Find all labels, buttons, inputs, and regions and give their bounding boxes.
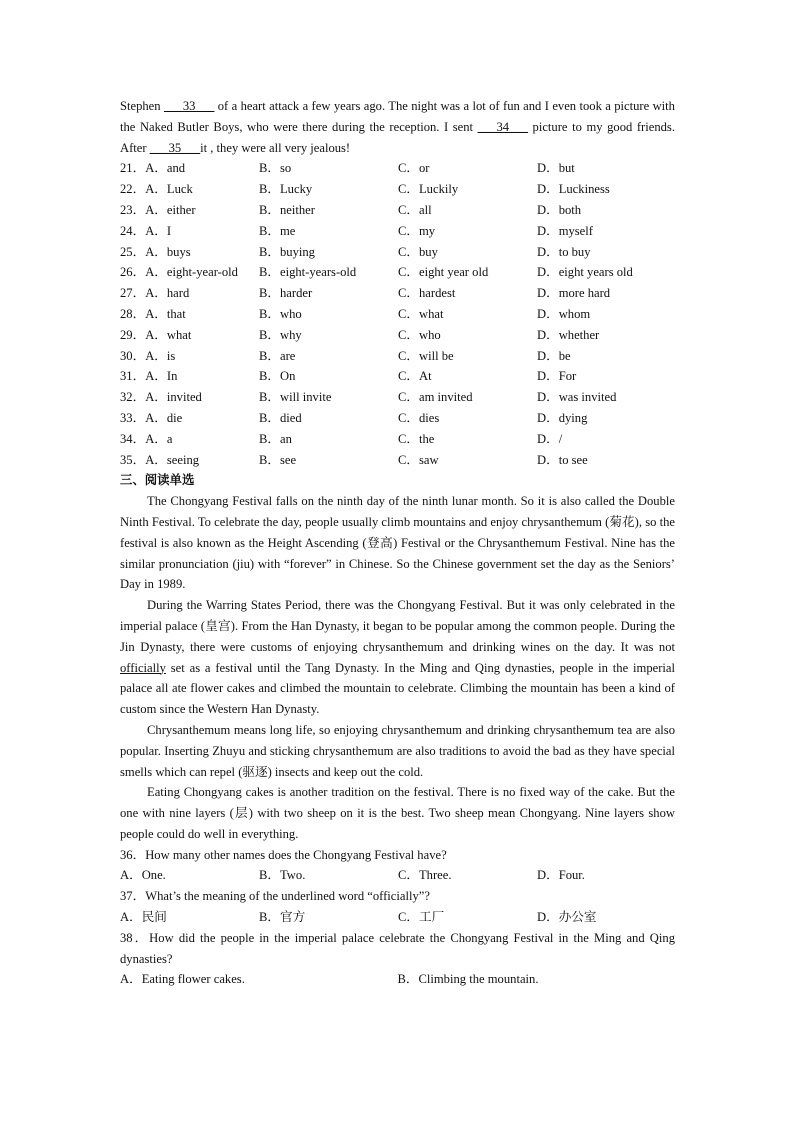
option[interactable]: A．buys — [145, 244, 191, 259]
option[interactable]: D．For — [537, 369, 577, 384]
option[interactable]: B．On — [259, 369, 296, 384]
cloze-option-row — [120, 450, 675, 471]
option[interactable]: B．who — [259, 306, 302, 321]
option[interactable]: D．to see — [537, 452, 588, 467]
option[interactable]: A．invited — [145, 390, 202, 405]
option[interactable]: B．Lucky — [259, 182, 313, 197]
cloze-option-row — [120, 200, 675, 221]
blank-35: ___35___ — [149, 140, 201, 155]
reading-paragraph-3: Chrysanthemum means long life, so enjoying chrysanthemum and drinking chrysanthemum tea are also popular. Inserting Zhuyu and sticking chrysanthemum are also traditions to avoid the bad as they have special smells which can repel (驱逐) insects and keep out the cold. — [120, 722, 675, 779]
cloze-option-row — [120, 429, 675, 450]
option[interactable]: D．whom — [537, 306, 591, 321]
blank-33: ___33___ — [163, 99, 215, 113]
cloze-option-row — [120, 408, 675, 429]
cloze-option-row — [120, 262, 675, 283]
option[interactable]: B．buying — [259, 244, 315, 259]
option[interactable]: B．官方 — [259, 910, 306, 925]
option[interactable]: B．Climbing the mountain. — [397, 972, 539, 987]
option-a-cell — [120, 366, 259, 387]
option[interactable]: A．Eating flower cakes. — [120, 972, 245, 987]
option[interactable]: B．see — [259, 452, 297, 467]
option[interactable]: A．die — [145, 410, 183, 425]
option[interactable]: B．died — [259, 410, 302, 425]
option-a-cell — [120, 429, 259, 450]
option[interactable]: A．that — [145, 306, 186, 321]
option-a-cell — [120, 179, 259, 200]
underlined-word-officially: officially — [120, 660, 166, 675]
option[interactable]: A．either — [145, 202, 196, 217]
question-number: 32． — [120, 390, 146, 405]
cloze-option-row — [120, 158, 675, 179]
option[interactable]: A．民间 — [120, 910, 167, 925]
option[interactable]: C．buy — [398, 244, 438, 259]
option[interactable]: C．the — [398, 431, 435, 446]
cloze-option-row — [120, 221, 675, 242]
document-page — [120, 96, 675, 990]
cloze-option-row — [120, 283, 675, 304]
option[interactable]: D．but — [537, 161, 575, 176]
reading-paragraph-2: During the Warring States Period, there was the Chongyang Festival. But it was only celebrated in the imperial palace (皇宫). From the Han Dynasty, it began to be popular among the common people. During the Jin Dynasty, there were customs of enjoying chrysanthemum and drinking wines on the day. It was not officially set as a festival until the Tang Dynasty. In the Ming and Qing dynasties, people in the imperial palace all ate flower cakes and climbed the mountain to celebrate. Climbing the mountain has been a kind of custom since the Western Han Dynasty. — [120, 598, 675, 717]
question-number: 21． — [120, 161, 146, 176]
question-38: 38．How did the people in the imperial palace celebrate the Chongyang Festival in the Ming and Qing dynasties? — [120, 930, 675, 966]
cloze-option-row — [120, 387, 675, 408]
passage-ending: Stephen ___33___ of a heart attack a few years ago. The night was a lot of fun and I even took a picture with the Naked Butler Boys, who were there during the reception. I sent ___34___ picture to my good friends. After ___35___it , they were all very jealous! — [120, 99, 675, 155]
option[interactable]: D．/ — [537, 431, 563, 446]
option[interactable]: A．eight-year-old — [145, 265, 238, 280]
option[interactable]: A．hard — [145, 286, 190, 301]
option[interactable]: C．or — [398, 161, 430, 176]
option[interactable]: C．will be — [398, 348, 454, 363]
option[interactable]: A．and — [145, 161, 186, 176]
cloze-options-list — [120, 158, 675, 470]
option[interactable]: D．Luckiness — [537, 182, 610, 197]
option[interactable]: A．In — [145, 369, 178, 384]
option[interactable]: C．At — [398, 369, 432, 384]
option-a-cell — [120, 200, 259, 221]
option[interactable]: A．what — [145, 327, 192, 342]
question-38-options — [120, 969, 675, 990]
option[interactable]: D．more hard — [537, 286, 611, 301]
reading-paragraph-4: Eating Chongyang cakes is another tradition on the festival. There is no fixed way of the cake. But the one with nine layers (层) with two sheep on it is the best. Two sheep mean Chongyang. Nine layers show people could do well in everything. — [120, 785, 675, 841]
option[interactable]: B．harder — [259, 286, 313, 301]
option[interactable]: A．seeing — [145, 452, 200, 467]
reading-paragraph-1: The Chongyang Festival falls on the ninth day of the ninth lunar month. So it is also called the Double Ninth Festival. To celebrate the day, people usually climb mountains and enjoy chrysanthemum (菊花), so the festival is also known as the Height Ascending (登高) Festival or the Chrysanthemum Festival. Nine has the similar pronunciation (jiu) with “forever” in Chinese. So the Chinese government set the day as the Seniors’ Day in 1989. — [120, 494, 675, 592]
option[interactable]: C．who — [398, 327, 441, 342]
option[interactable]: C．what — [398, 306, 444, 321]
option[interactable]: D．be — [537, 348, 571, 363]
cloze-option-row — [120, 366, 675, 387]
question-number: 27． — [120, 286, 146, 301]
option[interactable]: B．neither — [259, 202, 315, 217]
option[interactable]: C．my — [398, 223, 436, 238]
option[interactable]: D．whether — [537, 327, 600, 342]
option[interactable]: C．Luckily — [398, 182, 459, 197]
option[interactable]: D．was invited — [537, 390, 617, 405]
option[interactable]: D．myself — [537, 223, 593, 238]
cloze-option-row — [120, 346, 675, 367]
option-a-cell — [120, 158, 259, 179]
cloze-option-row — [120, 179, 675, 200]
section-heading: 三、阅读单选 — [120, 472, 195, 488]
question-number: 34． — [120, 431, 146, 446]
option[interactable]: B．an — [259, 431, 292, 446]
option[interactable]: A．I — [145, 223, 172, 238]
option-a-cell — [120, 283, 259, 304]
option-a-cell — [120, 242, 259, 263]
question-number: 23． — [120, 202, 146, 217]
option-a-cell — [120, 262, 259, 283]
option[interactable]: A．One. — [120, 868, 166, 883]
option[interactable]: C．all — [398, 202, 432, 217]
option[interactable]: C．eight year old — [398, 265, 489, 280]
option-a-cell — [120, 450, 259, 471]
option[interactable]: C．dies — [398, 410, 440, 425]
option-a-cell — [120, 346, 259, 367]
question-36-options — [120, 865, 675, 886]
option[interactable]: D．Four. — [537, 868, 585, 883]
option-a-cell — [120, 408, 259, 429]
blank-34: ___34___ — [477, 119, 528, 134]
question-number: 22． — [120, 182, 146, 197]
question-number: 26． — [120, 265, 146, 280]
question-number: 33． — [120, 410, 146, 425]
question-number: 31． — [120, 369, 146, 384]
option[interactable]: D．to buy — [537, 244, 591, 259]
question-number: 25． — [120, 244, 146, 259]
cloze-option-row — [120, 325, 675, 346]
option[interactable]: C．Three. — [398, 868, 452, 883]
option[interactable]: A．Luck — [145, 182, 193, 197]
option-a-cell — [120, 221, 259, 242]
question-number: 28． — [120, 306, 146, 321]
option[interactable]: D．办公室 — [537, 910, 597, 925]
option[interactable]: B．will invite — [259, 390, 332, 405]
option[interactable]: A．a — [145, 431, 173, 446]
cloze-option-row — [120, 304, 675, 325]
option-a-cell — [120, 387, 259, 408]
option[interactable]: C．saw — [398, 452, 439, 467]
cloze-option-row — [120, 242, 675, 263]
option[interactable]: B．me — [259, 223, 296, 238]
option-a-cell — [120, 304, 259, 325]
option[interactable]: B．eight-years-old — [259, 265, 357, 280]
question-number: 30． — [120, 348, 146, 363]
option[interactable]: D．eight years old — [537, 265, 633, 280]
option[interactable]: B．Two. — [259, 868, 306, 883]
option[interactable]: D．both — [537, 202, 582, 217]
question-36: 36．How many other names does the Chongyang Festival have? — [120, 847, 447, 862]
option[interactable]: D．dying — [537, 410, 588, 425]
question-number: 29． — [120, 327, 146, 342]
question-37: 37．What’s the meaning of the underlined word “officially”? — [120, 889, 430, 904]
option[interactable]: A．is — [145, 348, 176, 363]
option[interactable]: C．hardest — [398, 286, 456, 301]
option[interactable]: C．am invited — [398, 390, 473, 405]
question-37-options — [120, 907, 675, 928]
question-number: 35． — [120, 452, 146, 467]
option[interactable]: C．工厂 — [398, 910, 445, 925]
option[interactable]: B．so — [259, 161, 292, 176]
option[interactable]: B．are — [259, 348, 296, 363]
question-number: 24． — [120, 223, 146, 238]
option-a-cell — [120, 325, 259, 346]
option[interactable]: B．why — [259, 327, 302, 342]
